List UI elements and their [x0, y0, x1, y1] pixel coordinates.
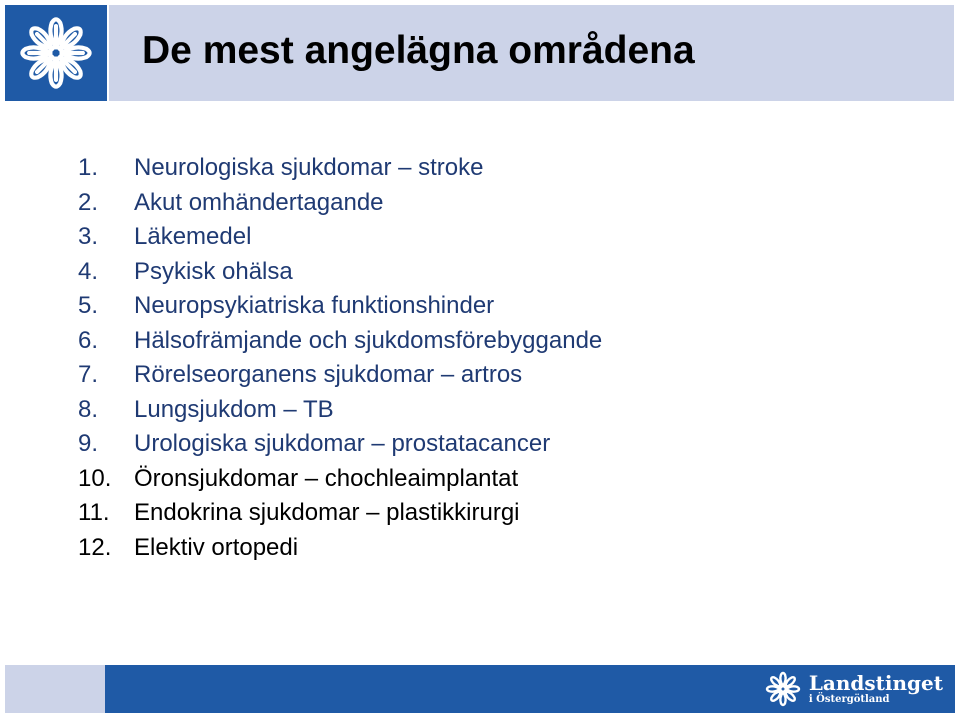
list-item-number: 7. [78, 361, 99, 388]
list-item-text: Neuropsykiatriska funktionshinder [134, 292, 495, 319]
list-item [78, 186, 602, 221]
list-item-text: Urologiska sjukdomar – prostatacancer [134, 430, 551, 457]
list-item-text: Lungsjukdom – TB [134, 395, 334, 423]
list-item-text: Neurologiska sjukdomar – stroke [134, 154, 484, 181]
brand-subtitle: i Östergötland [808, 694, 890, 705]
snowflake-flower-icon [763, 669, 803, 709]
footer-accent-block [5, 665, 105, 713]
list-item-number: 1. [78, 154, 99, 181]
page-title: De mest angelägna områdena [142, 29, 695, 72]
list-item-number: 11. [78, 499, 110, 526]
list-item-text: Psykisk ohälsa [134, 257, 293, 285]
brand-text [809, 672, 943, 706]
list-item [78, 427, 602, 462]
priority-list [78, 151, 602, 565]
list-item-number: 8. [78, 395, 99, 423]
list-item [78, 220, 602, 255]
list-item-number: 6. [78, 326, 99, 354]
list-item-number: 4. [78, 257, 99, 285]
list-item [78, 496, 602, 531]
list-item-number: 9. [78, 430, 99, 457]
list-item-text: Endokrina sjukdomar – plastikkirurgi [134, 499, 520, 526]
list-item-number: 5. [78, 292, 99, 319]
brand-logo [763, 669, 943, 709]
snowflake-flower-icon [14, 11, 98, 95]
brand-name: Landstinget [808, 671, 943, 695]
list-item-text: Hälsofrämjande och sjukdomsförebyggande [134, 326, 603, 354]
list-item [78, 324, 602, 359]
list-item-number: 2. [78, 188, 99, 216]
list-item-number: 10. [78, 464, 112, 492]
list-item [78, 358, 602, 393]
list-item [78, 462, 602, 497]
list-item [78, 531, 602, 566]
title-bar [109, 5, 954, 101]
list-item-text: Öronsjukdomar – chochleaimplantat [134, 464, 519, 492]
footer-bar [5, 665, 955, 713]
list-item-text: Akut omhändertagande [134, 188, 384, 216]
list-item-text: Rörelseorganens sjukdomar – artros [134, 361, 523, 388]
list-item [78, 289, 602, 324]
list-item-text: Elektiv ortopedi [134, 533, 299, 561]
list-item [78, 255, 602, 290]
list-item [78, 393, 602, 428]
list-item [78, 151, 602, 186]
list-item-text: Läkemedel [134, 223, 252, 250]
logo-box [5, 5, 107, 101]
list-item-number: 3. [78, 223, 99, 250]
list-item-number: 12. [78, 533, 112, 561]
